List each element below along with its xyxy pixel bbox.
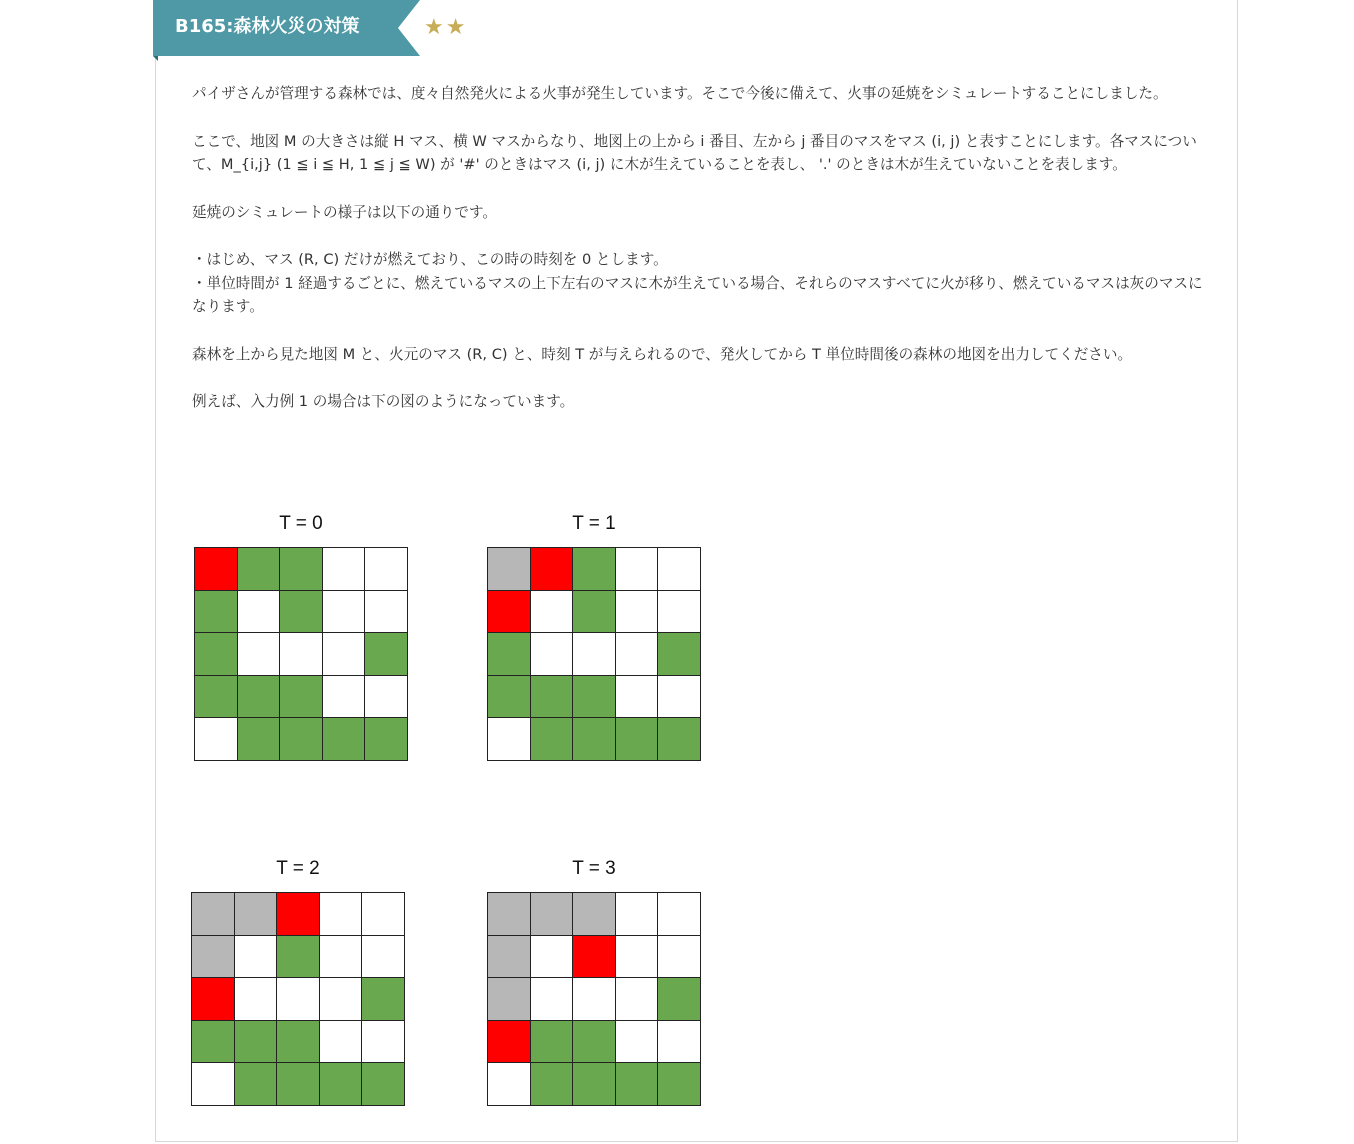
burning-cell [488, 1021, 531, 1064]
tree-cell [238, 676, 281, 719]
empty-cell [658, 676, 701, 719]
statement-paragraph: 森林を上から見た地図 M と、火元のマス (R, C) と、時刻 T が与えられるので、発火してから T 単位時間後の森林の地図を出力してください。 [192, 345, 1133, 363]
tree-cell [531, 676, 574, 719]
figure-label: T = 1 [572, 513, 616, 534]
figure-label: T = 0 [279, 513, 323, 534]
tree-cell [280, 718, 323, 761]
empty-cell [531, 633, 574, 676]
tree-cell [488, 633, 531, 676]
tree-cell [280, 676, 323, 719]
tree-cell [573, 718, 616, 761]
ash-cell [192, 936, 235, 979]
empty-cell [320, 936, 363, 979]
tree-cell [195, 676, 238, 719]
empty-cell [616, 591, 659, 634]
empty-cell [488, 1063, 531, 1106]
ash-cell [488, 936, 531, 979]
empty-cell [323, 676, 366, 719]
empty-cell [235, 978, 278, 1021]
forest-grid [194, 547, 408, 761]
tree-cell [280, 591, 323, 634]
tree-cell [323, 718, 366, 761]
tree-cell [365, 718, 408, 761]
empty-cell [658, 591, 701, 634]
ash-cell [192, 893, 235, 936]
tree-cell [488, 676, 531, 719]
empty-cell [616, 633, 659, 676]
empty-cell [238, 591, 281, 634]
statement-bullet: ・はじめ、マス (R, C) だけが燃えており、この時の時刻を 0 とします。 [192, 251, 668, 268]
forest-grid [487, 547, 701, 761]
empty-cell [531, 591, 574, 634]
empty-cell [531, 978, 574, 1021]
tree-cell [238, 548, 281, 591]
empty-cell [323, 633, 366, 676]
empty-cell [365, 591, 408, 634]
empty-cell [323, 591, 366, 634]
forest-grid [487, 892, 701, 1106]
tree-cell [280, 548, 323, 591]
tree-cell [195, 633, 238, 676]
statement-paragraph: ここで、地図 M の大きさは縦 H マス、横 W マスからなり、地図上の上から i 番目、左から j 番目のマスをマス (i, j) と表すことにします。各マスについて、M_{i,j} (1 ≦ i ≦ H, 1 ≦ j ≦ W) が '#' のときはマス (i, j) に木が生えていることを表し、 '.' のときは木が生えていないことを表します。 [192, 132, 1197, 173]
empty-cell [320, 1021, 363, 1064]
tree-cell [320, 1063, 363, 1106]
empty-cell [531, 936, 574, 979]
tree-cell [616, 718, 659, 761]
empty-cell [658, 1021, 701, 1064]
ash-cell [573, 893, 616, 936]
tree-cell [531, 1063, 574, 1106]
empty-cell [658, 893, 701, 936]
tree-cell [192, 1021, 235, 1064]
tree-cell [573, 1021, 616, 1064]
empty-cell [320, 978, 363, 1021]
tree-cell [658, 633, 701, 676]
tree-cell [616, 1063, 659, 1106]
figure-label: T = 2 [276, 858, 320, 879]
empty-cell [616, 1021, 659, 1064]
empty-cell [658, 548, 701, 591]
ash-cell [235, 893, 278, 936]
tree-cell [195, 591, 238, 634]
statement-paragraph: パイザさんが管理する森林では、度々自然発火による火事が発生しています。そこで今後に備えて、火事の延焼をシミュレートすることにしました。 [192, 85, 1168, 102]
tree-cell [658, 718, 701, 761]
tree-cell [573, 1063, 616, 1106]
empty-cell [573, 978, 616, 1021]
empty-cell [320, 893, 363, 936]
empty-cell [362, 1021, 405, 1064]
empty-cell [280, 633, 323, 676]
ash-cell [488, 548, 531, 591]
ash-cell [488, 978, 531, 1021]
empty-cell [235, 936, 278, 979]
burning-cell [531, 548, 574, 591]
tree-cell [531, 1021, 574, 1064]
statement-paragraph: 例えば、入力例 1 の場合は下の図のようになっています。 [192, 393, 575, 410]
empty-cell [573, 633, 616, 676]
star-icon: ★ [424, 15, 444, 40]
empty-cell [277, 978, 320, 1021]
tree-cell [235, 1063, 278, 1106]
burning-cell [195, 548, 238, 591]
empty-cell [362, 893, 405, 936]
empty-cell [616, 676, 659, 719]
empty-cell [238, 633, 281, 676]
burning-cell [192, 978, 235, 1021]
empty-cell [192, 1063, 235, 1106]
problem-title: B165:森林火災の対策 [175, 16, 360, 37]
empty-cell [365, 548, 408, 591]
burning-cell [277, 893, 320, 936]
statement-paragraph: 延焼のシミュレートの様子は以下の通りです。 [192, 203, 498, 221]
empty-cell [362, 936, 405, 979]
tree-cell [277, 936, 320, 979]
tree-cell [238, 718, 281, 761]
tree-cell [573, 676, 616, 719]
problem-statement [192, 82, 1204, 438]
tree-cell [235, 1021, 278, 1064]
empty-cell [616, 548, 659, 591]
empty-cell [323, 548, 366, 591]
tree-cell [362, 1063, 405, 1106]
burning-cell [488, 591, 531, 634]
tree-cell [658, 978, 701, 1021]
tree-cell [277, 1063, 320, 1106]
figure-label: T = 3 [572, 858, 616, 879]
tree-cell [365, 633, 408, 676]
tree-cell [658, 1063, 701, 1106]
statement-bullet: ・単位時間が 1 経過するごとに、燃えているマスの上下左右のマスに木が生えている場合、それらのマスすべてに火が移り、燃えているマスは灰のマスになります。 [192, 274, 1203, 315]
tree-cell [277, 1021, 320, 1064]
empty-cell [658, 936, 701, 979]
forest-grid [191, 892, 405, 1106]
empty-cell [616, 978, 659, 1021]
tree-cell [362, 978, 405, 1021]
tree-cell [573, 548, 616, 591]
ash-cell [531, 893, 574, 936]
empty-cell [616, 936, 659, 979]
ash-cell [488, 893, 531, 936]
empty-cell [365, 676, 408, 719]
burning-cell [573, 936, 616, 979]
tree-cell [531, 718, 574, 761]
ribbon-fold [153, 56, 158, 61]
tree-cell [573, 591, 616, 634]
empty-cell [488, 718, 531, 761]
empty-cell [195, 718, 238, 761]
star-icon: ★ [445, 15, 466, 40]
empty-cell [616, 893, 659, 936]
difficulty-stars [424, 14, 465, 42]
